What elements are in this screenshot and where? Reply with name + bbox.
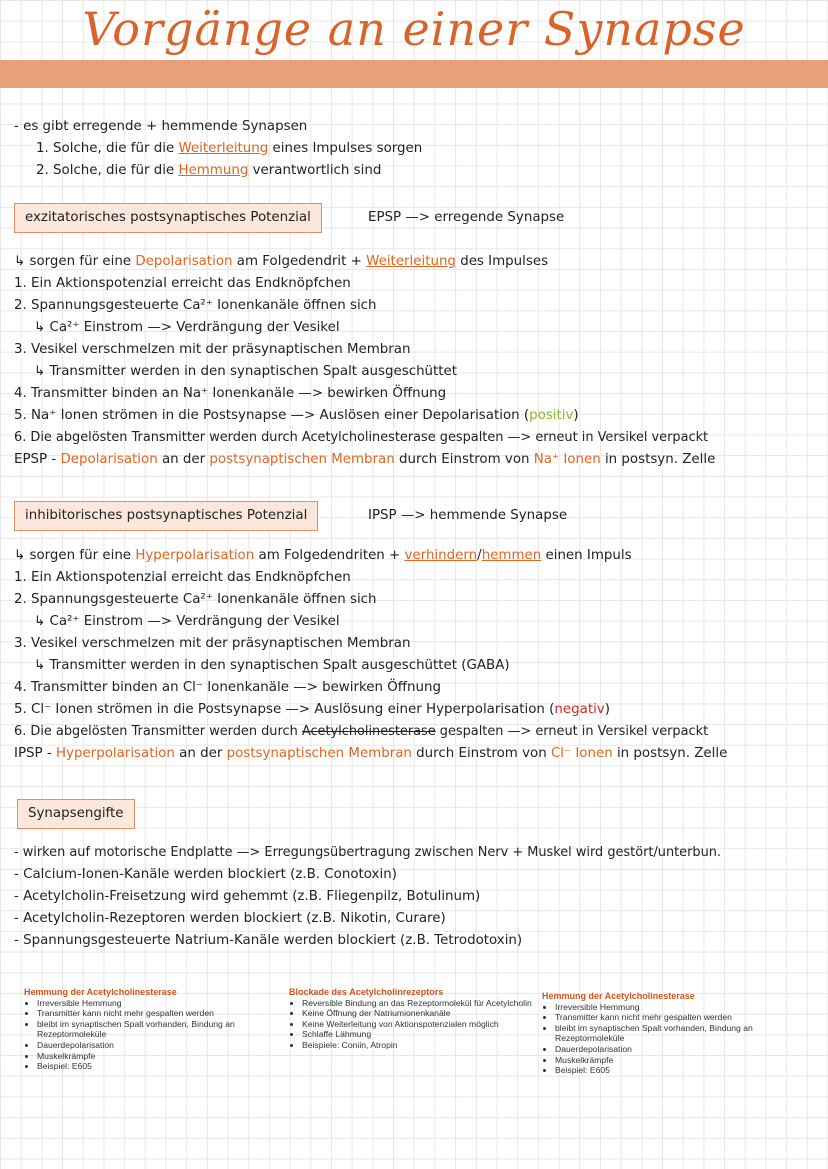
note-item: • Beispiel: E605 xyxy=(555,1065,800,1076)
ipsp-line: 4. Transmitter binden an Cl⁻ Ionenkanäle —> bewirken Öffnung xyxy=(14,680,441,695)
note-item: • Schlaffe Lähmung xyxy=(302,1029,534,1040)
ipsp-line: 6. Die abgelösten Transmitter werden durch Acetylcholinesterase gespalten —> erneut in Versikel verpackt xyxy=(14,724,709,739)
note-item: • Dauerdepolarisation xyxy=(555,1044,800,1055)
intro-line: - es gibt erregende + hemmende Synapsen xyxy=(14,119,308,134)
note-column xyxy=(24,987,279,1072)
gifte-line: - Calcium-Ionen-Kanäle werden blockiert (z.B. Conotoxin) xyxy=(14,867,397,882)
page-title: Vorgänge an einer Synapse xyxy=(82,2,746,56)
intro-line: 1. Solche, die für die Weiterleitung eines Impulses sorgen xyxy=(36,141,423,156)
epsp-heading-box: exzitatorisches postsynaptisches Potenzial xyxy=(14,203,322,233)
epsp-line: ↳ Ca²⁺ Einstrom —> Verdrängung der Vesikel xyxy=(34,320,340,335)
note-column xyxy=(542,991,800,1076)
note-item: • bleibt im synaptischen Spalt vorhanden, Bindung an Rezeptormoleküle xyxy=(37,1019,279,1040)
note-title: Blockade des Acetylcholinrezeptors xyxy=(289,987,444,997)
note-item: • Muskelkrämpfe xyxy=(37,1051,279,1062)
note-title: Hemmung der Acetylcholinesterase xyxy=(24,987,177,997)
note-item: • Dauerdepolarisation xyxy=(37,1040,279,1051)
ipsp-label: IPSP —> hemmende Synapse xyxy=(368,508,568,523)
note-item: • Reversible Bindung an das Rezeptormolekül für Acetylcholin xyxy=(302,998,534,1009)
epsp-line: 4. Transmitter binden an Na⁺ Ionenkanäle —> bewirken Öffnung xyxy=(14,386,447,401)
intro-line: 2. Solche, die für die Hemmung verantwortlich sind xyxy=(36,163,382,178)
note-item: • Irreversible Hemmung xyxy=(555,1002,800,1013)
epsp-summary: EPSP - Depolarisation an der postsynaptischen Membran durch Einstrom von Na⁺ Ionen in postsyn. Zelle xyxy=(14,452,716,467)
note-item: • Transmitter kann nicht mehr gespalten werden xyxy=(37,1008,279,1019)
ipsp-summary: IPSP - Hyperpolarisation an der postsynaptischen Membran durch Einstrom von Cl⁻ Ionen in postsyn. Zelle xyxy=(14,746,728,761)
ipsp-line: ↳ Transmitter werden in den synaptischen Spalt ausgeschüttet (GABA) xyxy=(34,658,510,673)
ipsp-line: ↳ sorgen für eine Hyperpolarisation am Folgedendriten + verhindern/hemmen einen Impuls xyxy=(14,548,632,563)
note-item: • Transmitter kann nicht mehr gespalten werden xyxy=(555,1012,800,1023)
epsp-line: 6. Die abgelösten Transmitter werden durch Acetylcholinesterase gespalten —> erneut in Versikel verpackt xyxy=(14,430,709,445)
title-band xyxy=(0,60,828,88)
ipsp-line: 2. Spannungsgesteuerte Ca²⁺ Ionenkanäle öffnen sich xyxy=(14,592,377,607)
ipsp-line: ↳ Ca²⁺ Einstrom —> Verdrängung der Vesikel xyxy=(34,614,340,629)
note-item: • Keine Weiterleitung von Aktionspotenzialen möglich xyxy=(302,1019,534,1030)
epsp-line: 3. Vesikel verschmelzen mit der präsynaptischen Membran xyxy=(14,342,411,357)
epsp-line: ↳ Transmitter werden in den synaptischen Spalt ausgeschüttet xyxy=(34,364,458,379)
gifte-line: - Acetylcholin-Freisetzung wird gehemmt (z.B. Fliegenpilz, Botulinum) xyxy=(14,889,481,904)
epsp-line: 2. Spannungsgesteuerte Ca²⁺ Ionenkanäle öffnen sich xyxy=(14,298,377,313)
gifte-line: - Acetylcholin-Rezeptoren werden blockiert (z.B. Nikotin, Curare) xyxy=(14,911,446,926)
note-item: • Irreversible Hemmung xyxy=(37,998,279,1009)
note-title: Hemmung der Acetylcholinesterase xyxy=(542,991,695,1001)
ipsp-heading-box: inhibitorisches postsynaptisches Potenzial xyxy=(14,501,318,531)
epsp-label: EPSP —> erregende Synapse xyxy=(368,210,565,225)
note-item: • Beispiele: Coniin, Atropin xyxy=(302,1040,534,1051)
note-item: • bleibt im synaptischen Spalt vorhanden, Bindung an Rezeptormoleküle xyxy=(555,1023,800,1044)
note-item: • Beispiel: E605 xyxy=(37,1061,279,1072)
epsp-line: 5. Na⁺ Ionen strömen in die Postsynapse —> Auslösen einer Depolarisation (positiv) xyxy=(14,408,579,423)
note-item: • Muskelkrämpfe xyxy=(555,1055,800,1066)
gifte-line: - wirken auf motorische Endplatte —> Erregungsübertragung zwischen Nerv + Muskel wird gestört/unterbun. xyxy=(14,845,722,860)
gifte-heading-box: Synapsengifte xyxy=(17,799,135,829)
epsp-line: ↳ sorgen für eine Depolarisation am Folgedendrit + Weiterleitung des Impulses xyxy=(14,254,549,269)
ipsp-line: 3. Vesikel verschmelzen mit der präsynaptischen Membran xyxy=(14,636,411,651)
note-column xyxy=(289,987,534,1051)
gifte-line: - Spannungsgesteuerte Natrium-Kanäle werden blockiert (z.B. Tetrodotoxin) xyxy=(14,933,523,948)
ipsp-line: 5. Cl⁻ Ionen strömen in die Postsynapse —> Auslösung einer Hyperpolarisation (negativ) xyxy=(14,702,610,717)
epsp-line: 1. Ein Aktionspotenzial erreicht das Endknöpfchen xyxy=(14,276,351,291)
ipsp-line: 1. Ein Aktionspotenzial erreicht das Endknöpfchen xyxy=(14,570,351,585)
note-item: • Keine Öffnung der Natriumionenkanäle xyxy=(302,1008,534,1019)
